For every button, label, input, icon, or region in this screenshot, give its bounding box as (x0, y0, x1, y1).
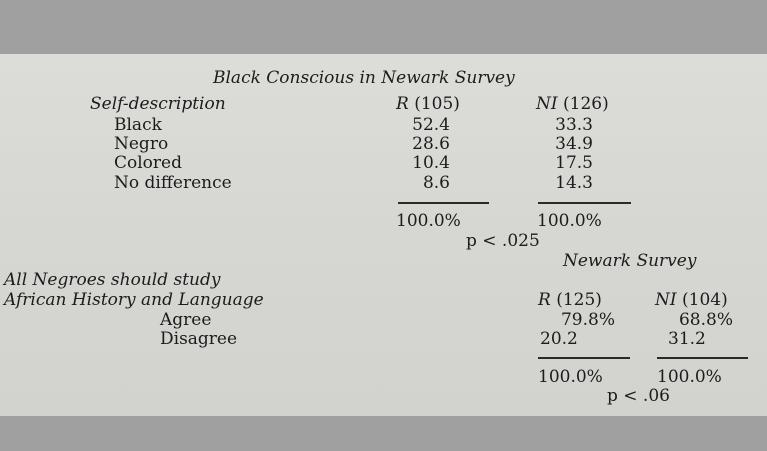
table1-row-ni: 34.9 (555, 134, 593, 154)
table1-row-ni: 33.3 (555, 115, 593, 135)
table1-total-r: 100.0% (396, 211, 461, 231)
table1-p-value: p < .025 (466, 231, 540, 251)
table1-row-r: 52.4 (412, 115, 450, 135)
table2-row-r: 79.8% (560, 310, 615, 330)
table1-row-label: Black (114, 115, 162, 135)
table1-col-r: R (105) (396, 94, 460, 114)
table1-total-ni: 100.0% (537, 211, 602, 231)
table2-row-ni: 68.8% (678, 310, 733, 330)
table2-question-line1: All Negroes should study (4, 270, 221, 290)
table1-row-ni: 17.5 (555, 153, 593, 173)
table1-row-r: 10.4 (412, 153, 450, 173)
table2-rule-ni (657, 357, 748, 359)
table2-total-r: 100.0% (538, 367, 603, 387)
table1-rule-r (398, 202, 489, 204)
table1-row-header: Self-description (90, 94, 226, 114)
table1-rule-ni (538, 202, 631, 204)
table2-row-label: Disagree (160, 329, 238, 349)
table2-rule-r (538, 357, 630, 359)
table2-row-label: Agree (160, 310, 212, 330)
document-page (0, 54, 767, 416)
table2-total-ni: 100.0% (657, 367, 722, 387)
top-border (0, 0, 767, 54)
table2-question-line2: African History and Language (4, 290, 264, 310)
table2-row-ni: 31.2 (668, 329, 706, 349)
table1-title: Black Conscious in Newark Survey (213, 68, 515, 88)
table2-p-value: p < .06 (607, 386, 670, 406)
table1-col-ni: NI (126) (536, 94, 609, 114)
table1-row-r: 28.6 (412, 134, 450, 154)
table1-row-ni: 14.3 (555, 173, 593, 193)
table2-col-r: R (125) (538, 290, 602, 310)
table1-row-r: 8.6 (422, 173, 450, 193)
table1-row-label: No difference (114, 173, 232, 193)
table1-row-label: Colored (114, 153, 182, 173)
bottom-border (0, 416, 767, 451)
table2-title: Newark Survey (563, 251, 697, 271)
table2-col-ni: NI (104) (655, 290, 728, 310)
table1-row-label: Negro (114, 134, 169, 154)
table2-row-r: 20.2 (540, 329, 578, 349)
